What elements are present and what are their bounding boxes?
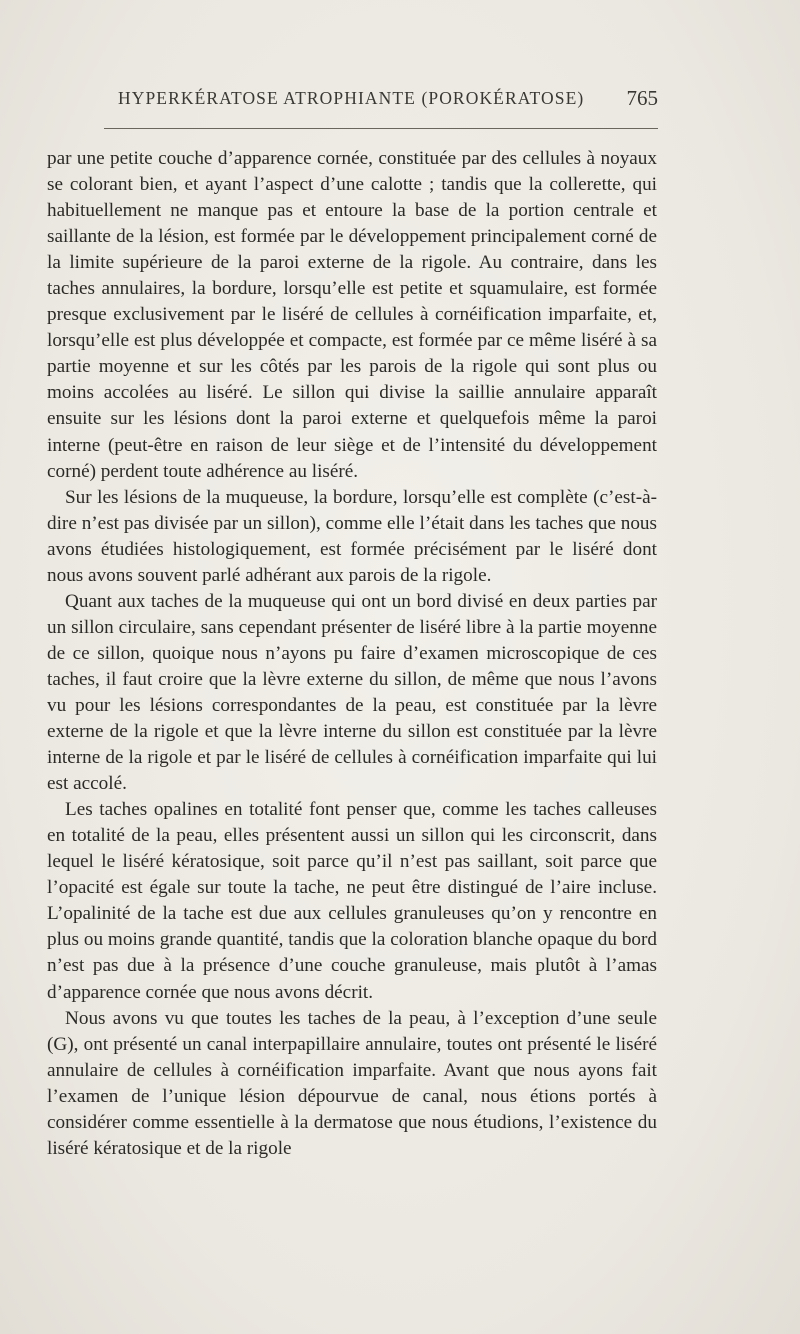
paragraph-1: par une petite couche d’apparence cornée, constituée par des cellules à noyaux se colorant bien, et ayant l’aspect d’une calotte ; tandis que la collerette, qui habituellement ne manque pas et entoure la base de la portion centrale et saillante de la lésion, est formée par le développement principalement corné de la limite supérieure de la paroi externe de la rigole. Au contraire, dans les taches annulaires, la bordure, lorsqu’elle est petite et squamulaire, est formée presque exclusivement par le liséré de cellules à cornéification imparfaite, et, lorsqu’elle est plus développée et compacte, est formée par ce même liséré à sa partie moyenne et sur les côtés par les parois de la rigole qui sont plus ou moins accolées au liséré. Le sillon qui divise la saillie annulaire apparaît ensuite sur les lésions dont la paroi externe et quelquefois même la paroi interne (peut-être en raison de leur siège et de l’intensité du développement corné) perdent toute adhérence au liséré. [47,148,657,482]
running-head: HYPERKÉRATOSE ATROPHIANTE (POROKÉRATOSE) [118,88,585,108]
header-rule [104,128,658,129]
body-text [47,146,657,1162]
paragraph-5: Nous avons vu que toutes les taches de la peau, à l’exception d’une seule (G), ont présenté un canal interpapillaire annulaire, toutes ont présenté le liséré annulaire de cellules à cornéification imparfaite. Avant que nous ayons fait l’examen de l’unique lésion dépourvue de canal, nous étions portés à considérer comme essentielle à la dermatose que nous étudions, l’existence du liséré kératosique et de la rigole [47,1007,657,1159]
page-number: 765 [626,86,658,110]
page-header [118,88,658,116]
paragraph-4: Les taches opalines en totalité font penser que, comme les taches calleuses en totalité de la peau, elles présentent aussi un sillon qui les circonscrit, dans lequel le liséré kératosique, soit parce qu’il n’est pas saillant, soit parce que l’opacité est égale sur toute la tache, ne peut être distingué de l’aire incluse. L’opalinité de la tache est due aux cellules granuleuses qu’on y rencontre en plus ou moins grande quantité, tandis que la coloration blanche opaque du bord n’est pas due à la présence d’une couche granuleuse, mais plutôt à l’amas d’apparence cornée que nous avons décrit. [47,799,657,1003]
paragraph-2: Sur les lésions de la muqueuse, la bordure, lorsqu’elle est complète (c’est-à-dire n’est pas divisée par un sillon), comme elle l’était dans les taches que nous avons étudiées histologiquement, est formée précisément par le liséré dont nous avons souvent parlé adhérant aux parois de la rigole. [47,486,657,586]
paragraph-3: Quant aux taches de la muqueuse qui ont un bord divisé en deux parties par un sillon circulaire, sans cependant présenter de liséré libre à la partie moyenne de ce sillon, quoique nous n’ayons pu faire d’examen microscopique de ces taches, il faut croire que la lèvre externe du sillon, de même que nous l’avons vu pour les lésions correspondantes de la peau, est constituée par la lèvre externe de la rigole et que la lèvre interne du sillon est constituée par la lèvre interne de la rigole et par le liséré de cellules à cornéification imparfaite qui lui est accolé. [47,590,657,795]
